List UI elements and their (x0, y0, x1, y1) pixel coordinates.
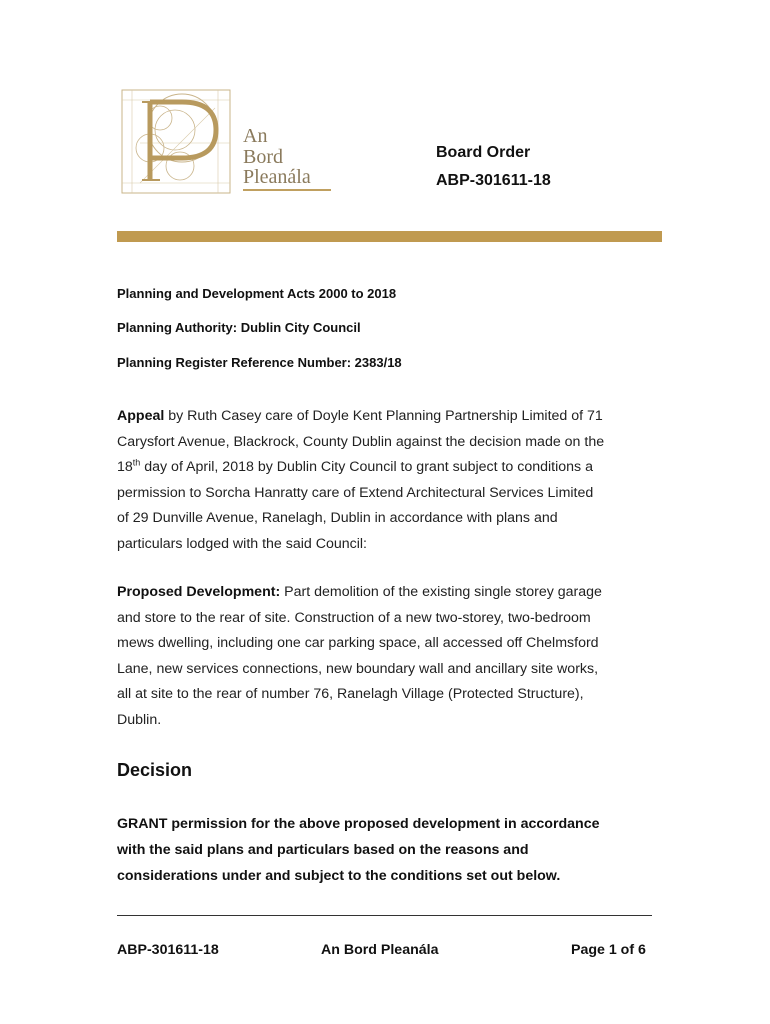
appeal-line-text: day of April, 2018 by Dublin City Council to grant subject to conditions a (140, 459, 593, 475)
appeal-line (117, 455, 665, 481)
ordinal-suffix: th (132, 457, 141, 468)
appeal-day: 18 (117, 459, 133, 475)
appeal-line: Carysfort Avenue, Blackrock, County Dublin against the decision made on the (117, 433, 605, 450)
proposal-line: mews dwelling, including one car parking space, all accessed off Chelmsford (117, 635, 599, 651)
proposal-line: Lane, new services connections, new boundary wall and ancillary site works, (117, 660, 599, 677)
grant-line: considerations under and subject to the conditions set out below. (117, 868, 561, 884)
logo-word-bord: Bord (243, 146, 283, 168)
grant-statement (117, 811, 665, 889)
grant-line: GRANT permission for the above proposed development in accordance (117, 816, 600, 832)
footer-divider (117, 915, 652, 916)
acts-line: Planning and Development Acts 2000 to 2018 (117, 286, 397, 301)
header-divider-bar (117, 231, 662, 242)
planning-authority-line: Planning Authority: Dublin City Council (117, 320, 361, 335)
an-bord-pleanala-logo (120, 88, 334, 198)
appeal-paragraph (117, 404, 665, 557)
board-order-reference: ABP-301611-18 (436, 172, 551, 189)
board-order-title: Board Order (436, 144, 531, 161)
appeal-lead: Appeal (117, 408, 165, 424)
appeal-line: of 29 Dunville Avenue, Ranelagh, Dublin in accordance with plans and (117, 510, 558, 526)
proposal-line (117, 580, 665, 606)
logo-underline (243, 189, 331, 191)
grant-line: with the said plans and particulars based on the reasons and (117, 842, 529, 858)
appeal-line: particulars lodged with the said Council: (117, 535, 367, 552)
register-reference-line: Planning Register Reference Number: 2383/18 (117, 355, 402, 370)
appeal-line: permission to Sorcha Hanratty care of Extend Architectural Services Limited (117, 484, 594, 501)
appeal-line (117, 404, 665, 430)
logo-word-pleanala: Pleanála (243, 166, 311, 188)
appeal-line-text: by Ruth Casey care of Doyle Kent Planning Partnership Limited of 71 (164, 408, 603, 424)
proposal-lead: Proposed Development: (117, 584, 281, 600)
proposal-line: all at site to the rear of number 76, Ranelagh Village (Protected Structure), (117, 686, 584, 702)
footer-organisation: An Bord Pleanála (321, 942, 439, 958)
decision-heading: Decision (117, 760, 193, 780)
logo-word-an: An (243, 125, 268, 147)
footer-page-number: Page 1 of 6 (571, 942, 646, 958)
proposal-line-text: Part demolition of the existing single storey garage (280, 584, 602, 600)
proposal-line: Dublin. (117, 711, 162, 728)
footer-reference: ABP-301611-18 (117, 942, 219, 958)
an-bord-pleanala-p-monogram-icon (120, 88, 232, 195)
proposal-line: and store to the rear of site. Construction of a new two-storey, two-bedroom (117, 609, 591, 626)
proposed-development-paragraph (117, 580, 665, 733)
